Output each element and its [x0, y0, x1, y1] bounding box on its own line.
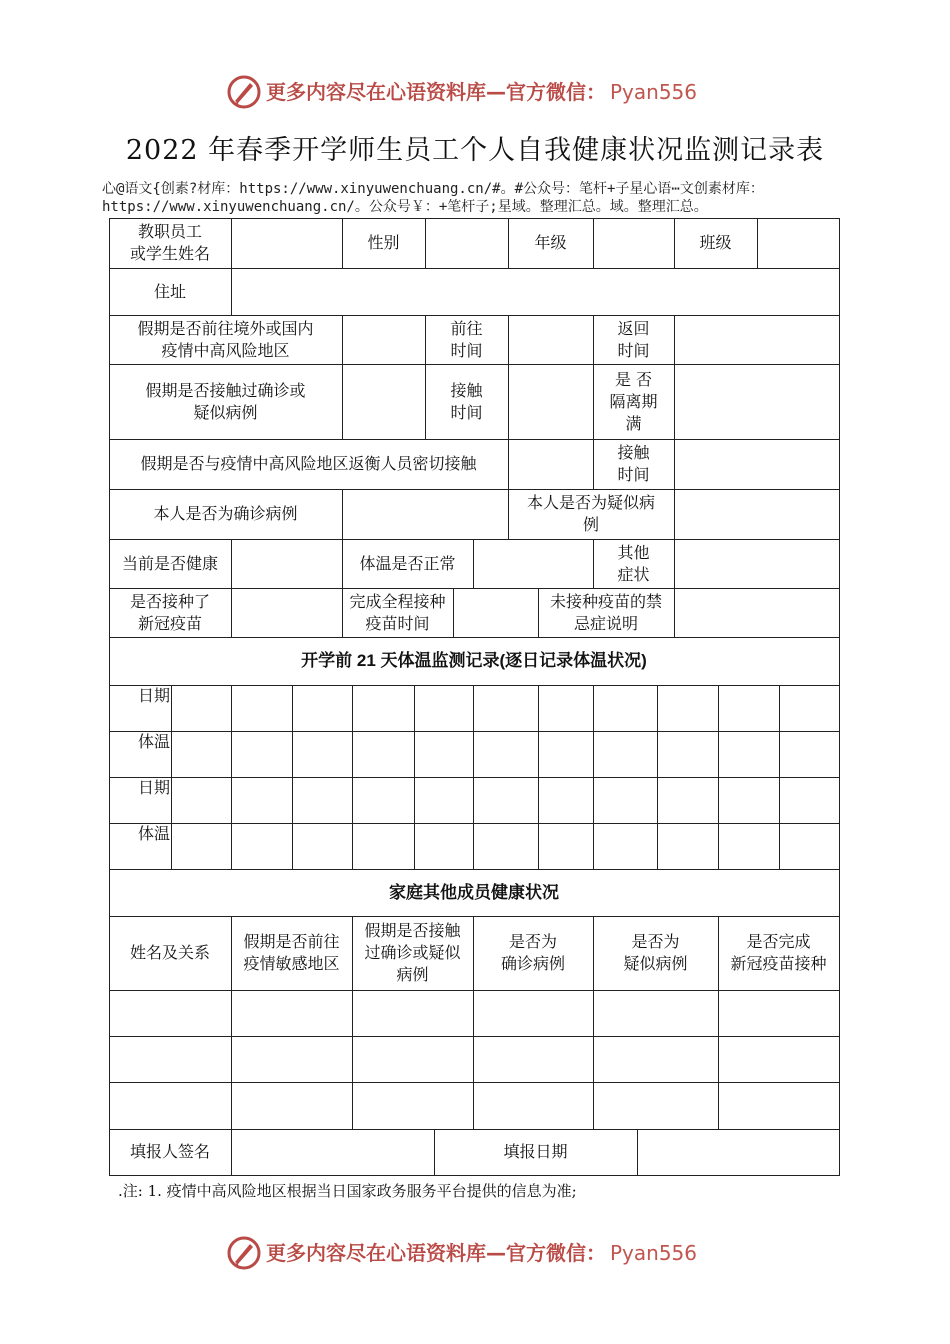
family-cell[interactable] [718, 990, 839, 1036]
grid-line [839, 869, 840, 917]
suspected-label: 本人是否为疑似病 例 [526, 493, 655, 534]
temperature-cell[interactable] [414, 777, 473, 823]
temperature-cell[interactable] [657, 823, 718, 869]
grid-line [839, 1082, 840, 1130]
family-cell[interactable] [352, 1036, 473, 1082]
family-header: 是否为 确诊病例 [500, 932, 565, 973]
family-cell[interactable] [231, 990, 352, 1036]
family-header: 是否为 疑似病例 [623, 932, 688, 973]
temperature-cell[interactable] [538, 685, 593, 731]
date-field[interactable] [637, 1129, 839, 1175]
family-cell[interactable] [718, 1082, 839, 1129]
grid-line [839, 588, 840, 638]
banner-text: 更多内容尽在心语资料库—官方微信： Pyan556 [266, 1241, 698, 1265]
contact-time-field[interactable] [508, 364, 593, 439]
temperature-cell[interactable] [171, 731, 231, 777]
grid-line [839, 489, 840, 540]
class-field[interactable] [757, 218, 839, 268]
temperature-cell[interactable] [414, 685, 473, 731]
temperature-cell[interactable] [231, 685, 292, 731]
full-vaccine-label: 完成全程接种 疫苗时间 [349, 591, 446, 633]
temperature-cell[interactable] [292, 823, 352, 869]
temperature-cell[interactable] [352, 685, 414, 731]
temperature-cell[interactable] [718, 685, 779, 731]
grid-line [839, 1036, 840, 1083]
suspected-field[interactable] [674, 489, 839, 539]
grid-line [839, 268, 840, 316]
grid-line [839, 637, 840, 686]
meta-line-1: 心@语文{创素?材库：https://www.xinyuwenchuang.cn/#。#公众号：笔杆+子星心语⋯文创素材库： [102, 181, 764, 197]
family-cell[interactable] [473, 1082, 593, 1129]
temperature-cell[interactable] [473, 777, 538, 823]
family-cell[interactable] [593, 1036, 718, 1082]
vaccinated-field[interactable] [231, 588, 342, 637]
temperature-row-label: 体温 [137, 824, 170, 843]
confirmed-label: 本人是否为确诊病例 [153, 504, 298, 523]
family-cell[interactable] [109, 990, 231, 1036]
temperature-cell[interactable] [593, 731, 657, 777]
other-symptoms-label: 其他 症状 [617, 542, 650, 584]
contact-time-label: 接触 时间 [450, 380, 483, 422]
date-label: 填报日期 [503, 1142, 568, 1161]
family-section-title: 家庭其他成员健康状况 [389, 882, 559, 902]
temperature-cell[interactable] [473, 823, 538, 869]
grid-line [839, 1129, 840, 1176]
family-header: 假期是否接触 过确诊或疑似 病例 [364, 921, 461, 984]
temperature-cell[interactable] [779, 777, 839, 823]
temperature-cell[interactable] [779, 685, 839, 731]
temperature-cell[interactable] [538, 777, 593, 823]
temperature-cell[interactable] [473, 731, 538, 777]
meta-line-2: https://www.xinyuwenchuang.cn/。公众号￥：+笔杆子;星域。整理汇总。域。整理汇总。 [102, 199, 708, 215]
family-cell[interactable] [593, 990, 718, 1036]
address-field[interactable] [231, 268, 839, 315]
temperature-cell[interactable] [593, 777, 657, 823]
family-cell[interactable] [352, 990, 473, 1036]
healthy-field[interactable] [231, 539, 342, 588]
family-header: 是否完成 新冠疫苗接种 [730, 932, 827, 973]
temperature-cell[interactable] [171, 823, 231, 869]
temperature-cell[interactable] [292, 731, 352, 777]
travel-field[interactable] [342, 315, 425, 364]
temperature-cell[interactable] [657, 731, 718, 777]
grid-line [839, 916, 840, 991]
temperature-cell[interactable] [593, 685, 657, 731]
close-contact-field[interactable] [508, 439, 593, 489]
return-time-field[interactable] [674, 315, 839, 364]
healthy-label: 当前是否健康 [121, 553, 218, 573]
temperature-cell[interactable] [414, 823, 473, 869]
grade-field[interactable] [593, 218, 674, 268]
go-time-field[interactable] [508, 315, 593, 364]
temperature-cell[interactable] [352, 731, 414, 777]
family-cell[interactable] [473, 1036, 593, 1082]
family-header: 假期是否前往 疫情敏感地区 [243, 932, 340, 973]
family-cell[interactable] [593, 1082, 718, 1129]
temperature-cell[interactable] [779, 823, 839, 869]
confirmed-field[interactable] [342, 489, 508, 539]
temperature-cell[interactable] [593, 823, 657, 869]
go-time-label: 前往 时间 [450, 318, 483, 360]
temperature-cell[interactable] [352, 777, 414, 823]
full-vaccine-field[interactable] [453, 588, 538, 637]
family-cell[interactable] [473, 990, 593, 1036]
grid-line [839, 539, 840, 589]
contraindication-field[interactable] [674, 588, 839, 637]
temperature-cell[interactable] [171, 777, 231, 823]
temperature-cell[interactable] [718, 731, 779, 777]
footnote: .注: 1. 疫情中高风险地区根据当日国家政务服务平台提供的信息为准; [118, 1182, 577, 1200]
quarantine-label: 是 否 隔离期 满 [609, 369, 658, 433]
grid-line [839, 218, 840, 269]
signer-label: 填报人签名 [129, 1142, 210, 1161]
other-symptoms-field[interactable] [674, 539, 839, 588]
travel-label: 假期是否前往境外或国内 疫情中高风险地区 [137, 318, 314, 360]
temperature-cell[interactable] [538, 823, 593, 869]
temperature-cell[interactable] [414, 731, 473, 777]
contact-label: 假期是否接触过确诊或 疑似病例 [145, 380, 306, 422]
name-field[interactable] [231, 218, 342, 268]
close-contact-time-label: 接触 时间 [617, 443, 650, 484]
temperature-cell[interactable] [352, 823, 414, 869]
grade-label: 年级 [534, 233, 567, 252]
grid-line [839, 439, 840, 490]
contact-field[interactable] [342, 364, 425, 439]
grid-line [839, 685, 840, 732]
temperature-cell[interactable] [231, 731, 292, 777]
temperature-cell[interactable] [718, 777, 779, 823]
temperature-cell[interactable] [779, 731, 839, 777]
banner-wechat-id: Pyan556 [610, 1241, 698, 1265]
name-label: 教职员工 或学生姓名 [129, 222, 210, 263]
close-contact-time-field[interactable] [674, 439, 839, 489]
temperature-cell[interactable] [657, 685, 718, 731]
grid-line [839, 777, 840, 824]
vaccinated-label: 是否接种了 新冠疫苗 [129, 591, 210, 633]
return-time-label: 返回 时间 [617, 318, 650, 360]
grid-line [839, 315, 840, 365]
address-label: 住址 [153, 281, 186, 301]
page-title: 2022 年春季开学师生员工个人自我健康状况监测记录表 [125, 135, 825, 166]
banner-wechat-id: Pyan556 [610, 80, 698, 104]
quarantine-field[interactable] [674, 364, 839, 439]
temperature-cell[interactable] [292, 685, 352, 731]
family-cell[interactable] [231, 1036, 352, 1082]
temperature-cell[interactable] [292, 777, 352, 823]
temperature-cell[interactable] [231, 823, 292, 869]
grid-line [839, 990, 840, 1037]
family-header: 姓名及关系 [129, 943, 210, 962]
temperature-row-label: 日期 [137, 778, 170, 797]
temperature-row-label: 体温 [137, 732, 170, 751]
banner-text: 更多内容尽在心语资料库—官方微信： Pyan556 [266, 80, 698, 104]
contraindication-label: 未接种疫苗的禁 忌症说明 [549, 591, 662, 633]
temperature-section-title: 开学前 21 天体温监测记录(逐日记录体温状况) [301, 651, 647, 670]
temp-normal-field[interactable] [473, 539, 593, 588]
grid-line [839, 823, 840, 870]
temperature-cell[interactable] [231, 777, 292, 823]
family-cell[interactable] [352, 1082, 473, 1129]
class-label: 班级 [699, 233, 732, 252]
grid-line [839, 731, 840, 778]
grid-line [839, 364, 840, 440]
bottom-banner [0, 1231, 950, 1275]
temp-normal-label: 体温是否正常 [359, 553, 456, 573]
close-contact-label: 假期是否与疫情中高风险地区返衡人员密切接触 [140, 454, 477, 473]
grid-line [109, 1175, 840, 1176]
temperature-cell[interactable] [473, 685, 538, 731]
temperature-cell[interactable] [718, 823, 779, 869]
temperature-row-label: 日期 [137, 686, 170, 705]
family-cell[interactable] [231, 1082, 352, 1129]
family-cell[interactable] [109, 1082, 231, 1129]
family-cell[interactable] [109, 1036, 231, 1082]
family-cell[interactable] [718, 1036, 839, 1082]
temperature-cell[interactable] [538, 731, 593, 777]
gender-label: 性别 [367, 233, 400, 252]
temperature-cell[interactable] [657, 777, 718, 823]
signer-field[interactable] [231, 1129, 434, 1175]
gender-field[interactable] [425, 218, 508, 268]
quill-logo-icon [226, 1235, 262, 1271]
temperature-cell[interactable] [171, 685, 231, 731]
